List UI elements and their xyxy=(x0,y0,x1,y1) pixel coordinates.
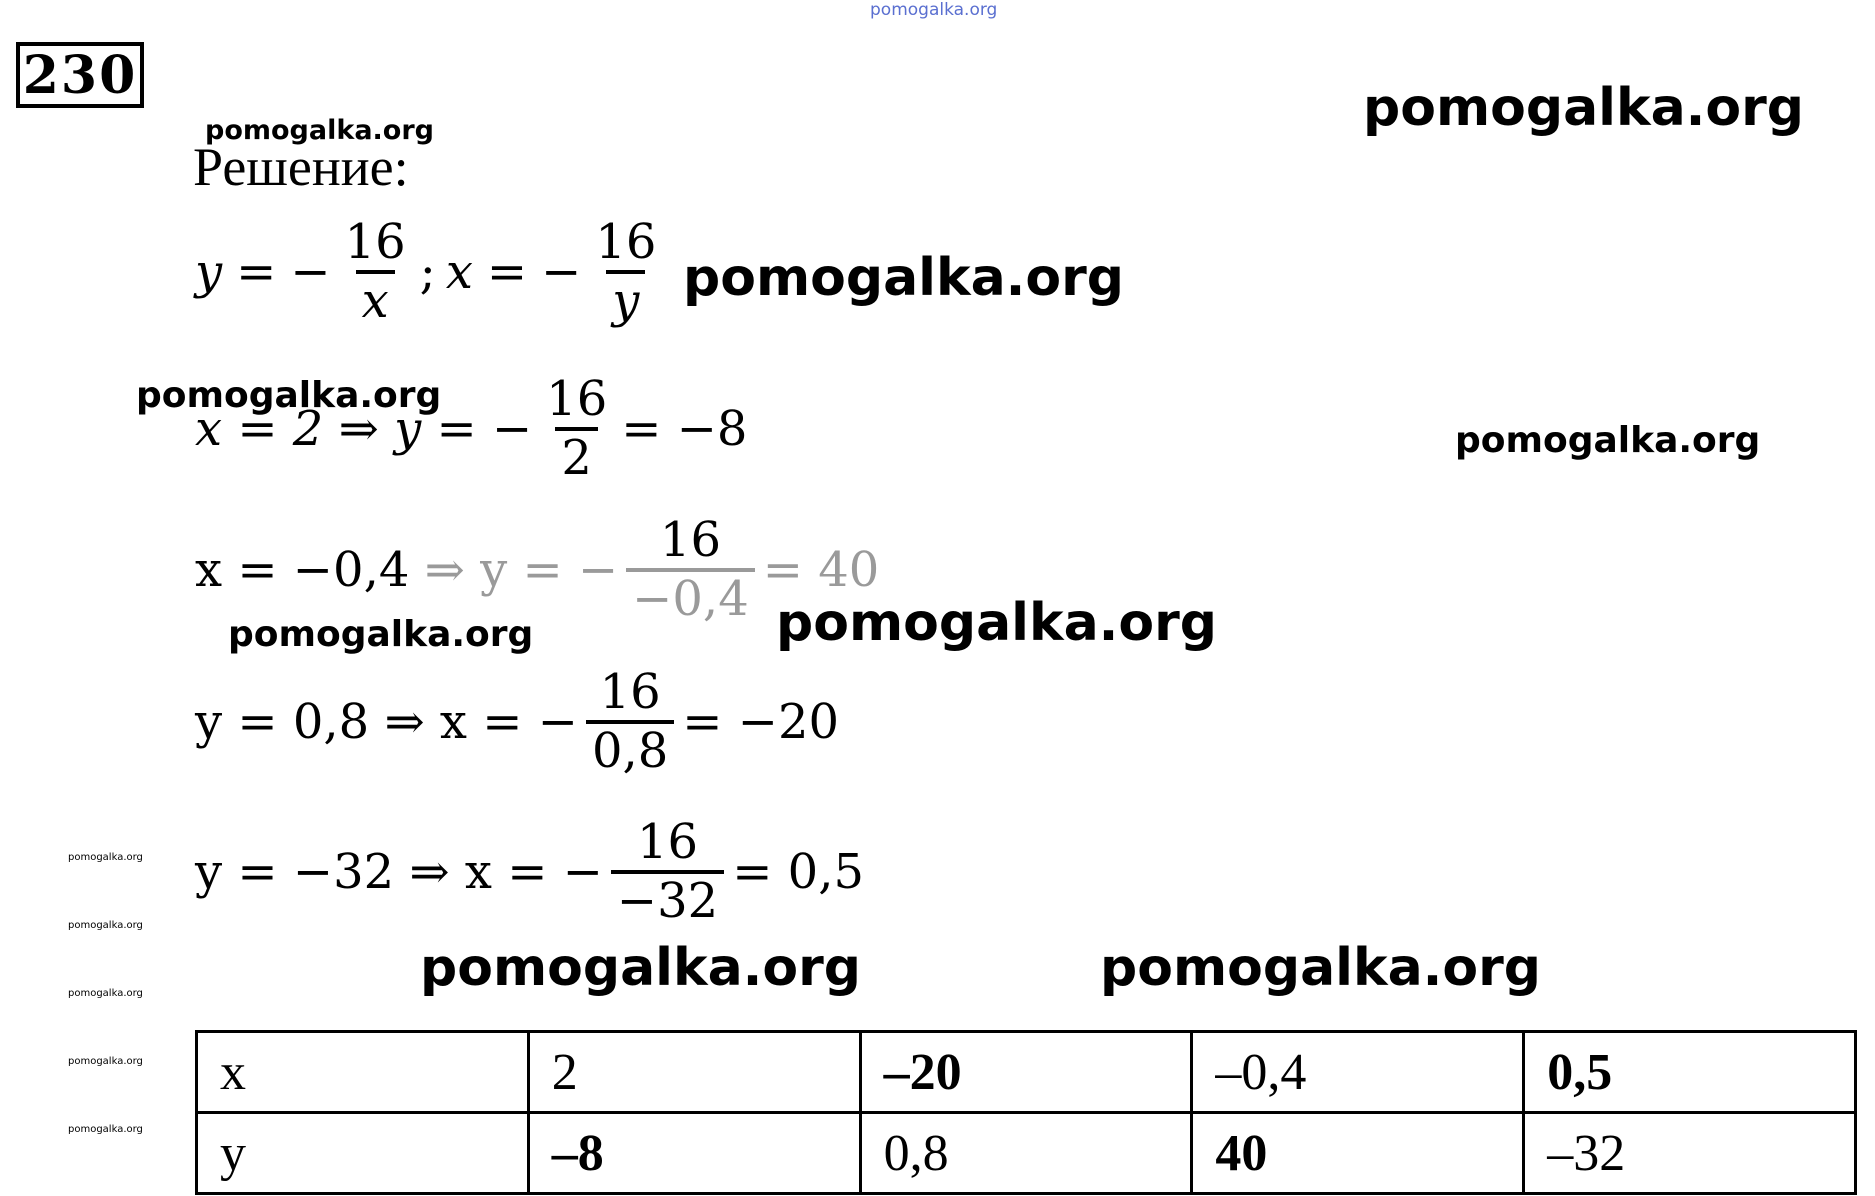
var-y: y xyxy=(394,401,422,458)
equation-line-3 xyxy=(195,513,879,627)
equation-lhs: y = −32 ⇒ x = − xyxy=(195,844,603,901)
table-cell: 40 xyxy=(1192,1113,1524,1194)
numerator: 16 xyxy=(659,512,721,568)
watermark-center-mid: pomogalka.org xyxy=(776,593,1218,653)
watermark-tiny: pomogalka.org xyxy=(68,988,143,999)
equation-lhs: x = 2 ⇒ xyxy=(195,401,395,458)
denominator: −32 xyxy=(611,870,724,929)
solution-heading: Решение: xyxy=(193,137,409,197)
watermark-tiny: pomogalka.org xyxy=(68,1124,143,1135)
equation-result: = −20 xyxy=(682,694,840,751)
numerator: 16 xyxy=(344,214,406,270)
watermark-left-low: pomogalka.org xyxy=(228,614,534,655)
table-cell: –8 xyxy=(528,1113,860,1194)
table-cell: 0,5 xyxy=(1524,1032,1856,1113)
equals-sign: = xyxy=(236,244,277,301)
watermark-above-table-left: pomogalka.org xyxy=(420,938,862,998)
equation-line-5 xyxy=(195,815,864,929)
watermark-left-mid: pomogalka.org xyxy=(136,375,442,416)
watermark-top: pomogalka.org xyxy=(870,0,998,20)
denominator: 2 xyxy=(555,427,598,486)
equation-result: = 40 xyxy=(762,542,880,599)
fraction xyxy=(586,665,674,779)
numerator: 16 xyxy=(595,214,657,270)
var-y: y xyxy=(195,244,223,301)
watermark-under-number: pomogalka.org xyxy=(205,115,434,146)
table-cell: 2 xyxy=(528,1032,860,1113)
watermark-tiny: pomogalka.org xyxy=(68,1056,143,1067)
fraction xyxy=(589,215,662,329)
minus-sign: − xyxy=(290,244,331,301)
numerator: 16 xyxy=(637,814,699,870)
equation-line-1 xyxy=(195,215,670,329)
numerator: 16 xyxy=(546,371,608,427)
table-cell: –0,4 xyxy=(1192,1032,1524,1113)
fraction xyxy=(540,372,613,486)
row-header: y xyxy=(197,1113,529,1194)
table-cell: –20 xyxy=(860,1032,1192,1113)
watermark-right-mid: pomogalka.org xyxy=(1455,420,1761,461)
watermark-tiny: pomogalka.org xyxy=(68,920,143,931)
numerator: 16 xyxy=(599,664,661,720)
var-x: x xyxy=(445,244,473,301)
equation-mid: = − xyxy=(421,401,533,458)
equation-line-4 xyxy=(195,665,839,779)
table-row xyxy=(197,1032,1856,1113)
watermark-above-table-right: pomogalka.org xyxy=(1100,938,1542,998)
denominator: y xyxy=(612,273,640,330)
table-row xyxy=(197,1113,1856,1194)
watermark-line1: pomogalka.org xyxy=(683,248,1125,308)
equation-line-2 xyxy=(195,372,747,486)
separator: ; xyxy=(419,244,436,301)
problem-number: 230 xyxy=(16,42,144,108)
denominator: 0,8 xyxy=(586,720,674,779)
equation-lhs: x = −0,4 xyxy=(195,542,410,599)
equation-result: = −8 xyxy=(621,401,748,458)
watermark-tiny: pomogalka.org xyxy=(68,852,143,863)
table-cell: –32 xyxy=(1524,1113,1856,1194)
minus-sign: − xyxy=(541,244,582,301)
table-cell: 0,8 xyxy=(860,1113,1192,1194)
fraction xyxy=(339,215,412,329)
row-header: x xyxy=(197,1032,529,1113)
equation-mid: ⇒ y = − xyxy=(409,542,619,599)
equals-sign: = xyxy=(486,244,528,301)
fraction xyxy=(626,513,755,627)
equation-lhs: y = 0,8 ⇒ x = − xyxy=(195,694,578,751)
values-table xyxy=(195,1030,1857,1195)
denominator: x xyxy=(361,273,389,330)
fraction xyxy=(611,815,724,929)
equation-result: = 0,5 xyxy=(732,844,865,901)
watermark-top-right: pomogalka.org xyxy=(1363,78,1805,138)
denominator: −0,4 xyxy=(626,568,755,627)
